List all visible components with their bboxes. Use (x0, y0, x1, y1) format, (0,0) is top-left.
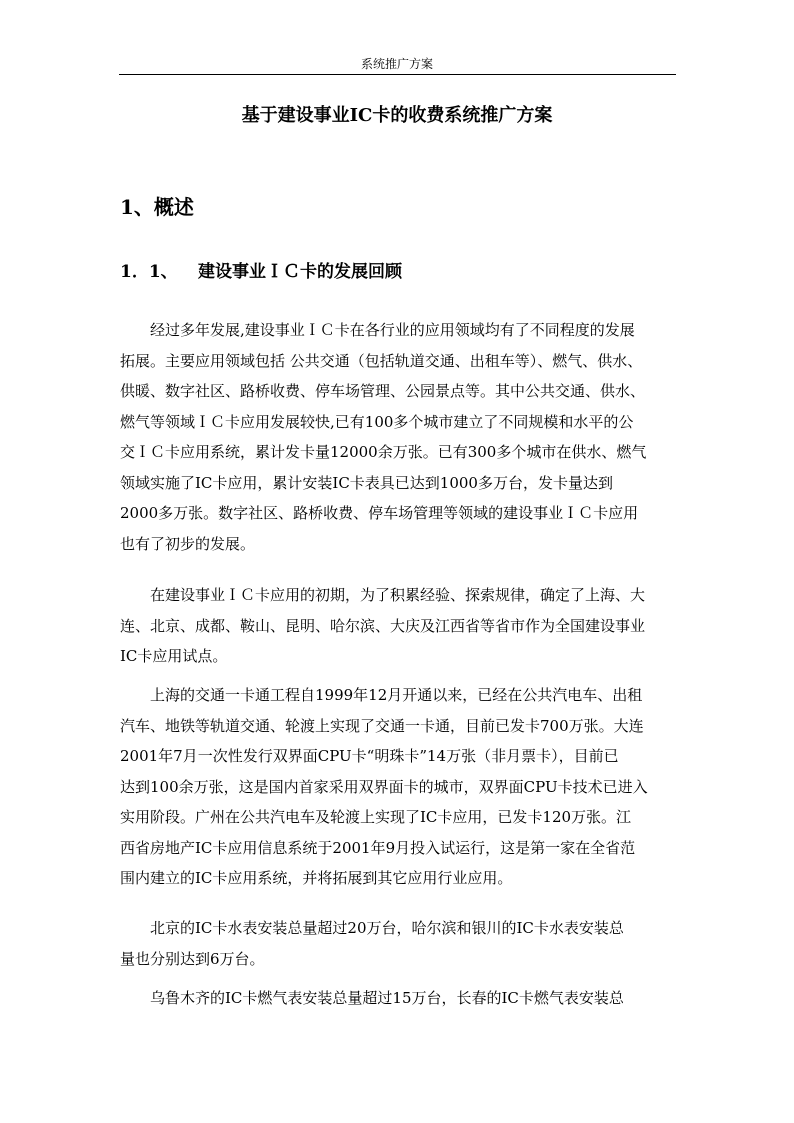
header-divider (119, 74, 676, 75)
text-line: IC卡应用试点。 (120, 647, 228, 665)
paragraph-2 (120, 580, 675, 672)
section-heading-1-1 (120, 261, 402, 283)
text-line: 交ＩＣ卡应用系统，累计发卡量12000余万张。已有300多个城市在供水、燃气 (120, 443, 647, 461)
text-line: 也有了初步的发展。 (120, 534, 256, 553)
text-line: 西省房地产IC卡应用信息系统于2001年9月投入试运行，这是第一家在全省范 (120, 838, 636, 857)
text-line: 经过多年发展,建设事业ＩＣ卡在各行业的应用领域均有了不同程度的发展 (150, 321, 635, 339)
text-line: 连、北京、成都、鞍山、昆明、哈尔滨、大庆及江西省等省市作为全国建设事业 (120, 616, 646, 635)
text-line: 围内建立的IC卡应用系统，并将拓展到其它应用行业应用。 (120, 869, 513, 887)
text-line: 汽车、地铁等轨道交通、轮渡上实现了交通一卡通，目前已发卡700万张。大连 (120, 716, 644, 735)
text-line: 上海的交通一卡通工程自1999年12月开通以来，已经在公共汽电车、出租 (150, 686, 643, 704)
text-line: 量也分别达到6万台。 (120, 949, 265, 968)
text-line: 拓展。主要应用领域包括 公共交通（包括轨道交通、出租车等）、燃气、供水、 (120, 351, 643, 370)
running-header: 系统推广方案 (360, 57, 433, 71)
section-heading-1: 1、概述 (120, 195, 194, 219)
text-line: 2000多万张。数字社区、路桥收费、停车场管理等领域的建设事业ＩＣ卡应用 (120, 504, 639, 522)
document-title: 基于建设事业IC卡的收费系统推广方案 (241, 105, 553, 126)
text-line: 燃气等领域ＩＣ卡应用发展较快,已有100多个城市建立了不同规模和水平的公 (120, 412, 634, 431)
section-title: 建设事业ＩＣ卡的发展回顾 (198, 262, 402, 282)
section-number: 1．1、 (120, 262, 178, 282)
text-line: 2001年7月一次性发行双界面CPU卡“明珠卡”14万张（非月票卡），目前已 (120, 747, 619, 765)
text-line: 在建设事业ＩＣ卡应用的初期，为了积累经验、探索规律，确定了上海、大 (150, 586, 646, 604)
paragraph-5 (120, 983, 675, 1014)
text-line: 北京的IC卡水表安装总量超过20万台，哈尔滨和银川的IC卡水表安装总 (150, 919, 624, 937)
paragraph-4 (120, 913, 675, 974)
text-line: 实用阶段。广州在公共汽电车及轮渡上实现了IC卡应用，已发卡120万张。江 (120, 808, 632, 826)
text-line: 供暖、数字社区、路桥收费、停车场管理、公园景点等。其中公共交通、供水、 (120, 382, 646, 400)
paragraph-1 (120, 315, 675, 559)
text-line: 达到100余万张，这是国内首家采用双界面卡的城市，双界面CPU卡技术已进入 (120, 777, 648, 796)
text-line: 乌鲁木齐的IC卡燃气表安装总量超过15万台，长春的IC卡燃气表安装总 (150, 989, 624, 1007)
paragraph-3 (120, 680, 675, 894)
text-line: 领域实施了IC卡应用，累计安装IC卡表具已达到1000多万台，发卡量达到 (120, 473, 613, 492)
